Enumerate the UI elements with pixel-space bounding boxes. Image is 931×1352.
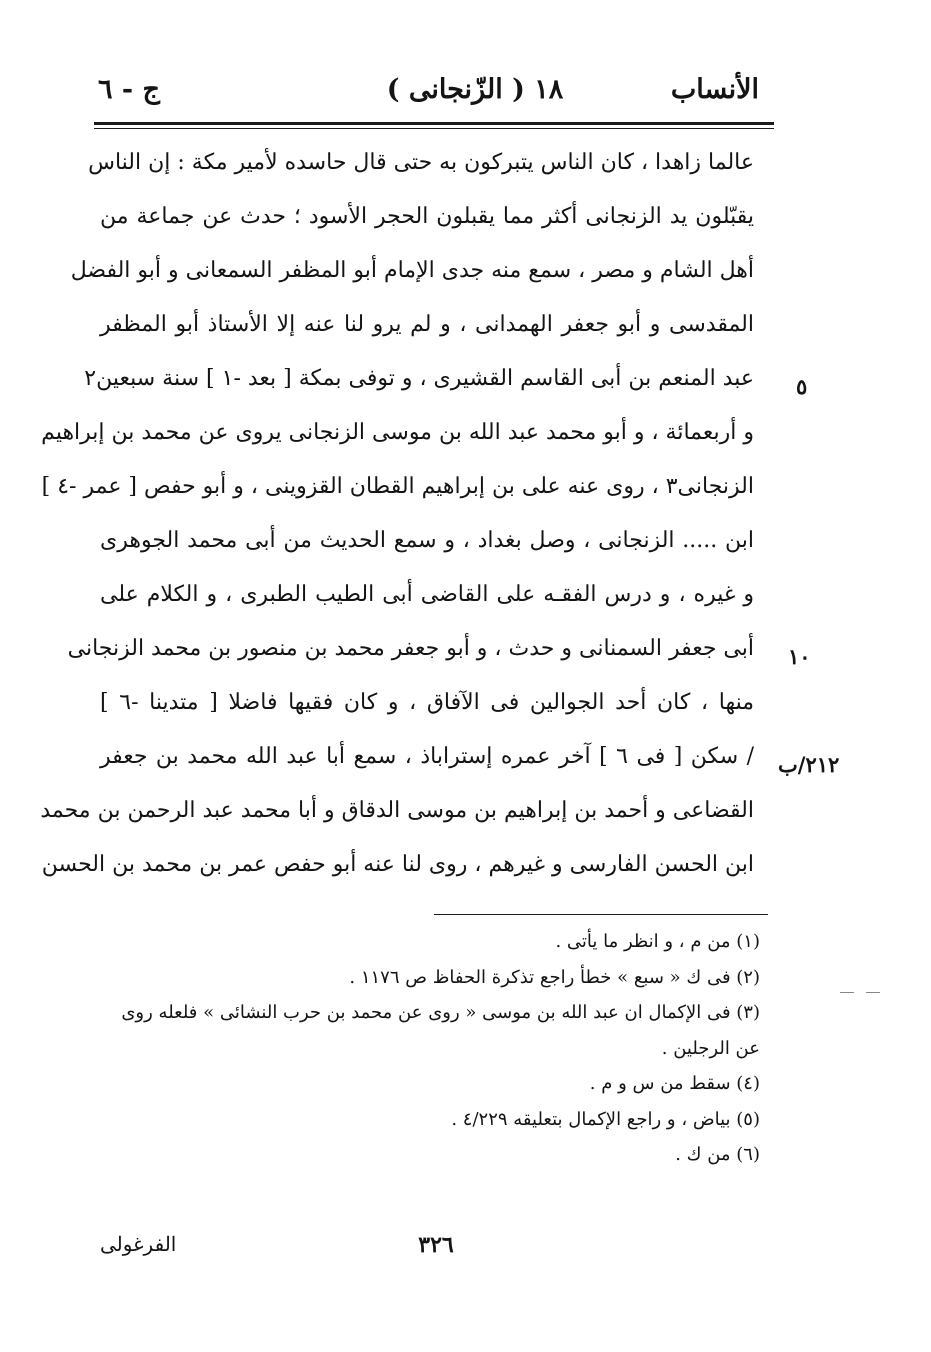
header-rule-thin [94,128,774,129]
text-line: / سكن [ فى ٦ ] آخر عمره إستراباذ ، سمع أبا عبد الله محمد بن جعفر [100,744,754,769]
footnote: (١) من م ، و انظر ما يأتى . [555,931,760,952]
header-rule-thick [94,122,774,125]
text-line: عبد المنعم بن أبى القاسم القشيرى ، و توفى بمكة [ بعد -١ ] سنة سبعين٢ [84,366,754,391]
text-line: ابن الحسن الفارسى و غيرهم ، روى لنا عنه أبو حفص عمر بن محمد بن الحسن [41,852,754,877]
footnote-rule [434,914,768,915]
scan-mark [866,992,880,993]
text-line: و أربعمائة ، و أبو محمد عبد الله بن موسى الزنجانى يروى عن محمد بن إبراهيم [41,420,754,445]
footnote-continuation: عن الرجلين . [661,1037,760,1059]
text-line: القضاعى و أحمد بن إبراهيم بن موسى الدقاق و أبا محمد عبد الرحمن بن محمد [40,798,754,823]
footnote: (٦) من ك . [675,1144,760,1165]
text-line: المقدسى و أبو جعفر الهمدانى ، و لم يرو لنا عنه إلا الأستاذ أبو المظفر [100,312,754,337]
text-line: أهل الشام و مصر ، سمع منه جدى الإمام أبو المظفر السمعانى و أبو الفضل [70,258,754,283]
line-number-10: ١٠ [788,644,811,669]
folio-marker: ٢١٢/ب [778,752,840,777]
main-text [40,136,755,892]
text-line: الزنجانى٣ ، روى عنه على بن إبراهيم القطان القزوينى ، و أبو حفص [ عمر -٤ ] [41,474,754,499]
text-line: يقبّلون يد الزنجانى أكثر مما يقبلون الحجر الأسود ؛ حدث عن جماعة من [100,204,754,229]
page-number: ٣٢٦ [418,1232,454,1258]
running-header-entry-title: ١٨ ( الزّنجانى ) [386,74,564,105]
footnote: (٢) فى ك « سبع » خطأ راجع تذكرة الحفاظ ص ١١٧٦ . [349,966,760,988]
line-number-5: ٥ [796,374,808,399]
text-line: عالما زاهدا ، كان الناس يتبركون به حتى قال حاسده لأمير مكة : إن الناس [88,150,754,175]
scan-mark [840,992,854,993]
running-header-book-title: الأنساب [670,74,759,105]
footnote: (٣) فى الإكمال ان عبد الله بن موسى « روى عن محمد بن حرب النشائى » فلعله روى [121,1002,760,1023]
footnote: (٥) بياض ، و راجع الإكمال بتعليقه ٤/٢٢٩ . [451,1108,760,1130]
running-header-volume: ج - ٦ [98,74,160,105]
text-line: و غيره ، و درس الفقـه على القاضى أبى الطيب الطبرى ، و الكلام على [100,582,754,607]
text-line: منها ، كان أحد الجوالين فى الآفاق ، و كان فقيها فاضلا [ متدينا -٦ ] [100,690,755,715]
text-line: أبى جعفر السمنانى و حدث ، و أبو جعفر محمد بن منصور بن محمد الزنجانى [67,636,754,661]
footnote: (٤) سقط من س و م . [589,1073,760,1094]
footnotes [80,924,760,1173]
text-line: ابن ..... الزنجانى ، وصل بغداد ، و سمع الحديث من أبى محمد الجوهرى [100,528,754,553]
footer-signature: الفرغولى [100,1232,177,1256]
